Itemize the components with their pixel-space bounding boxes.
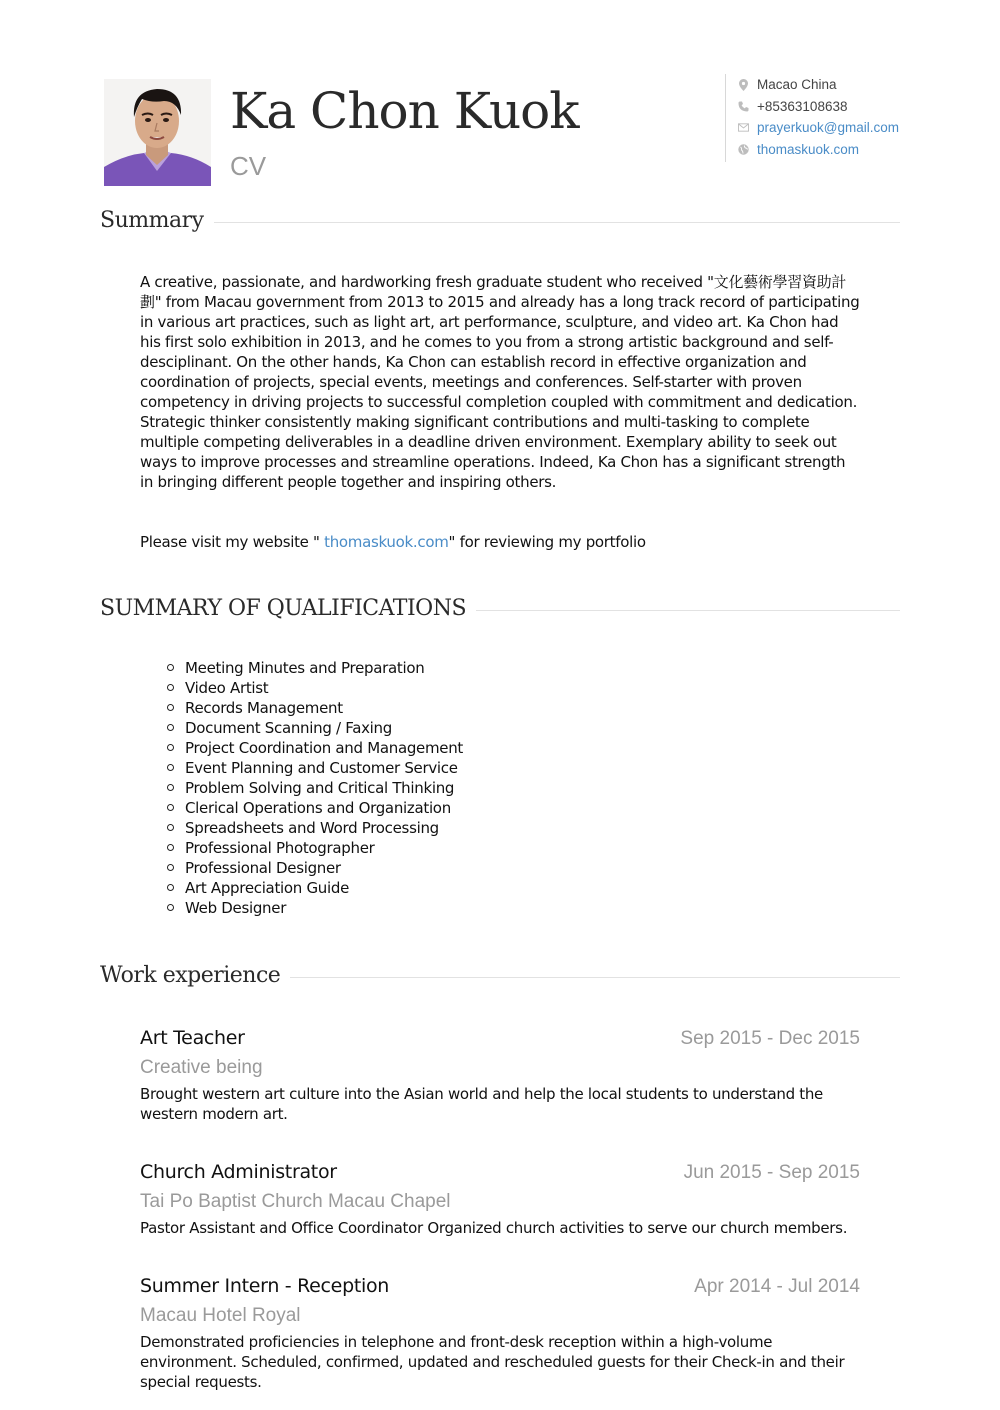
list-item: Video Artist — [166, 678, 463, 698]
phone-icon — [738, 101, 749, 112]
profile-photo — [104, 79, 211, 186]
map-pin-icon — [738, 79, 749, 90]
job-entry — [140, 1026, 860, 1124]
phone-text: +85363108638 — [757, 98, 848, 114]
email-link[interactable]: prayerkuok@gmail.com — [757, 120, 900, 136]
job-entry — [140, 1274, 860, 1392]
portfolio-note-suffix: " for reviewing my portfolio — [448, 533, 646, 551]
person-name: Ka Chon Kuok — [230, 82, 579, 140]
list-item: Clerical Operations and Organization — [166, 798, 463, 818]
section-divider — [290, 977, 900, 978]
envelope-icon — [738, 122, 749, 133]
list-item: Event Planning and Customer Service — [166, 758, 463, 778]
list-item: Problem Solving and Critical Thinking — [166, 778, 463, 798]
job-dates: Jun 2015 - Sep 2015 — [683, 1162, 860, 1183]
work-section-header — [100, 963, 900, 988]
qualifications-list — [166, 658, 463, 918]
job-description: Brought western art culture into the Asian world and help the local students to understand the western modern art. — [140, 1085, 823, 1123]
job-title: Art Teacher — [140, 1027, 245, 1049]
contact-email[interactable] — [738, 117, 908, 139]
list-item: Document Scanning / Faxing — [166, 718, 463, 738]
job-title: Summer Intern - Reception — [140, 1275, 390, 1297]
section-divider — [476, 610, 900, 611]
job-title: Church Administrator — [140, 1161, 337, 1183]
document-subtitle: CV — [230, 151, 267, 181]
work-heading: Work experience — [100, 963, 281, 988]
cv-header — [104, 79, 900, 187]
job-entry — [140, 1160, 860, 1238]
portfolio-website-link[interactable]: thomaskuok.com — [324, 533, 449, 551]
job-dates: Sep 2015 - Dec 2015 — [680, 1028, 860, 1049]
job-dates: Apr 2014 - Jul 2014 — [694, 1276, 860, 1297]
summary-paragraph: A creative, passionate, and hardworking fresh graduate student who received "文化藝術學習資助計劃" from Macau government from 2013 to 2015 and already has a long track record of participating in various art practices, such as light art, art performance, sculpture, and video art. Ka Chon had his first solo exhibition in 2013, and he comes to you from a strong artistic background and self-desciplinant. On the other hands, Ka Chon can establish record in effective organization and coordination of projects, special events, meetings and conferences. Self-starter with proven competency in driving projects to successful completion coupled with commitment and dedication. Strategic thinker consistently making significant contributions and multi-tasking to complete multiple competing deliverables in a deadline driven environment. Exemplary ability to seek out ways to improve processes and streamline operations. Indeed, Ka Chon has a significant strength in bringing different people together and inspiring others. — [140, 273, 860, 491]
job-company: Macau Hotel Royal — [140, 1305, 301, 1326]
contact-block — [725, 74, 908, 162]
list-item: Web Designer — [166, 898, 463, 918]
portfolio-note-prefix: Please visit my website " — [140, 533, 325, 551]
location-text: Macao China — [757, 77, 837, 93]
qualifications-section-header — [100, 596, 900, 621]
contact-phone — [738, 96, 908, 118]
contact-location — [738, 74, 908, 96]
list-item: Records Management — [166, 698, 463, 718]
contact-website[interactable] — [738, 139, 908, 161]
qualifications-heading: SUMMARY OF QUALIFICATIONS — [100, 596, 467, 621]
section-divider — [214, 222, 900, 223]
job-description: Demonstrated proficiencies in telephone and front-desk reception within a high-volume environment. Scheduled, confirmed, updated and rescheduled guests for their Check-in and their special requests. — [140, 1333, 845, 1391]
portfolio-note — [140, 532, 862, 552]
list-item: Professional Photographer — [166, 838, 463, 858]
globe-icon — [738, 144, 749, 155]
summary-section-header — [100, 208, 900, 233]
list-item: Art Appreciation Guide — [166, 878, 463, 898]
list-item: Meeting Minutes and Preparation — [166, 658, 463, 678]
summary-heading: Summary — [100, 208, 204, 233]
job-company: Tai Po Baptist Church Macau Chapel — [140, 1191, 451, 1212]
list-item: Professional Designer — [166, 858, 463, 878]
job-description: Pastor Assistant and Office Coordinator Organized church activities to serve our church members. — [140, 1219, 848, 1237]
list-item: Spreadsheets and Word Processing — [166, 818, 463, 838]
job-company: Creative being — [140, 1057, 263, 1078]
list-item: Project Coordination and Management — [166, 738, 463, 758]
website-link[interactable]: thomaskuok.com — [757, 141, 860, 157]
